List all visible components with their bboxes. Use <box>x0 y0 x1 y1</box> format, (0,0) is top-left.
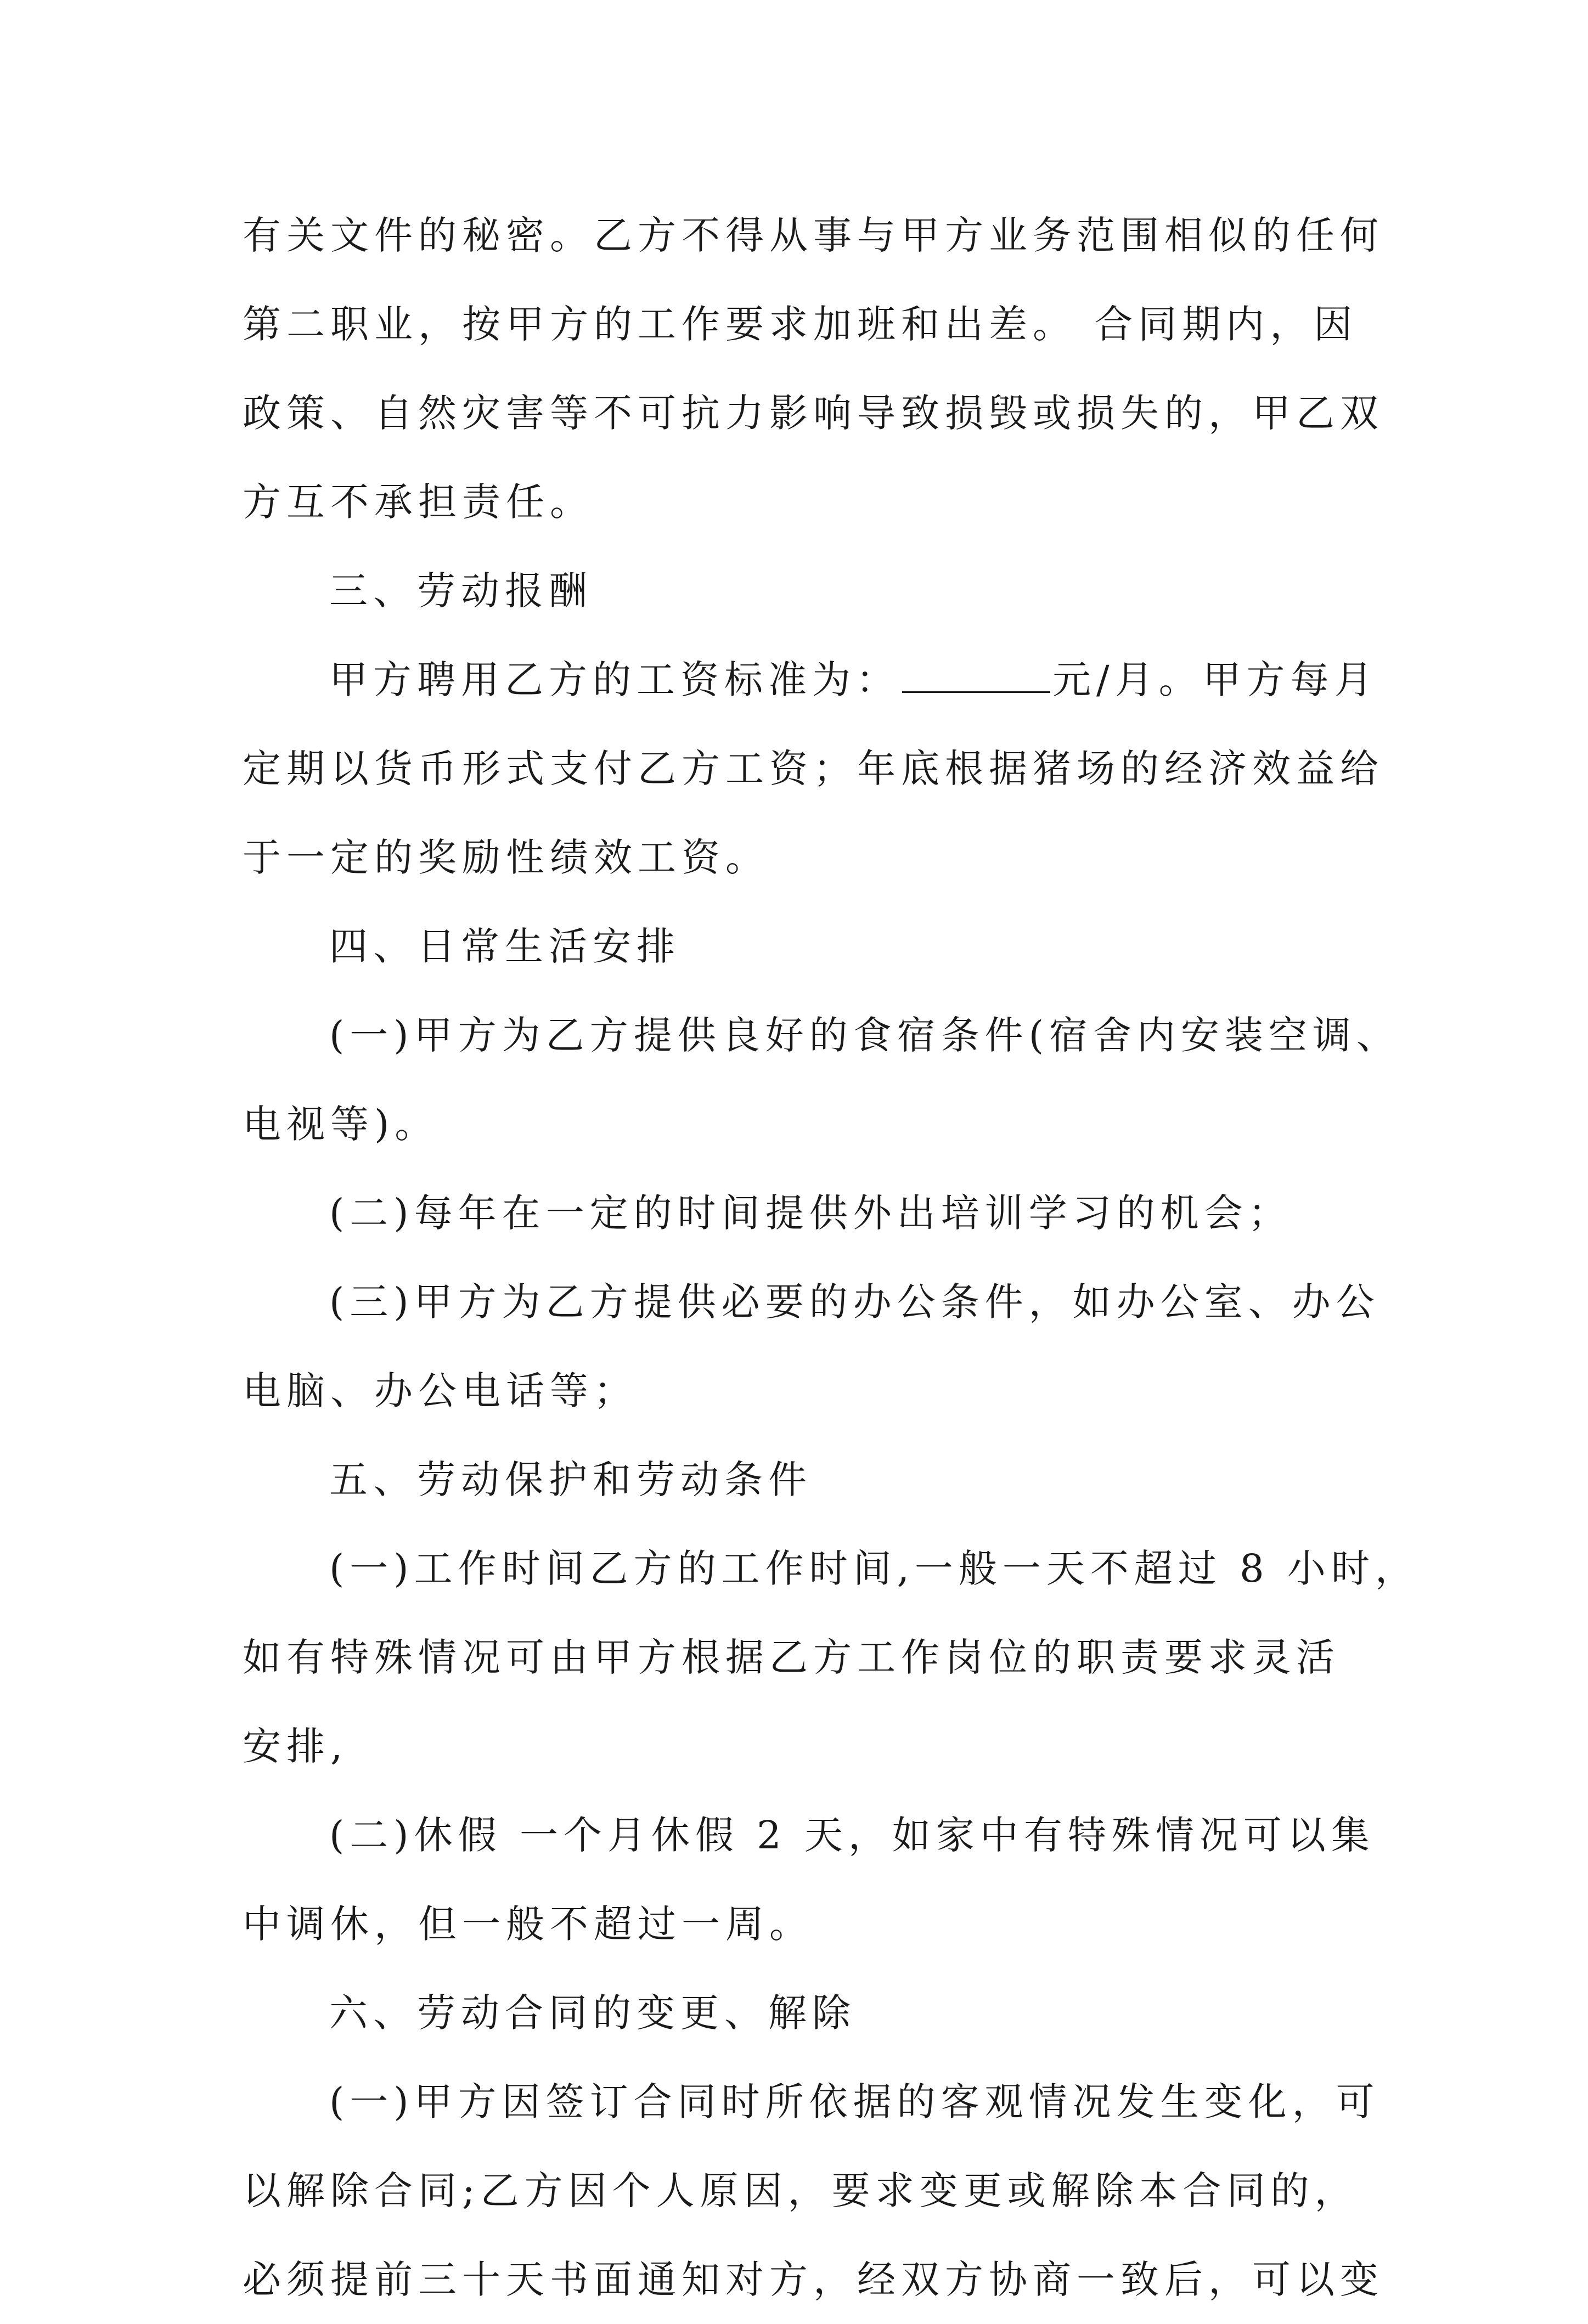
salary-text-after: 元/月。甲方每月 <box>1052 657 1378 702</box>
text-line: (二)每年在一定的时间提供外出培训学习的机会； <box>329 1191 1292 1236</box>
text-line: 中调休，但一般不超过一周。 <box>243 1902 813 1947</box>
salary-line <box>243 635 1378 724</box>
text-line: (二)休假 一个月休假 2 天，如家中有特殊情况可以集 <box>329 1813 1375 1858</box>
text-line: 于一定的奖励性绩效工资。 <box>243 835 769 880</box>
text-line: 必须提前三十天书面通知对方，经双方协商一致后，可以变 <box>243 2257 1384 2302</box>
text-line: (一)工作时间乙方的工作时间,一般一天不超过 8 小时， <box>329 1546 1419 1591</box>
section-heading-contract-change: 六、劳动合同的变更、解除 <box>329 1990 856 2035</box>
text-line: 如有特殊情况可由甲方根据乙方工作岗位的职责要求灵活 <box>243 1635 1340 1680</box>
text-line: 第二职业，按甲方的工作要求加班和出差。 合同期内，因 <box>243 302 1358 347</box>
text-line: 安排, <box>243 1724 348 1769</box>
text-line: 电视等)。 <box>243 1102 439 1147</box>
salary-text-before: 甲方聘用乙方的工资标准为： <box>329 657 900 702</box>
text-line: (一)甲方为乙方提供良好的食宿条件(宿舍内安装空调、 <box>329 1013 1400 1058</box>
section-heading-labor-pay: 三、劳动报酬 <box>329 568 593 613</box>
section-heading-labor-protection: 五、劳动保护和劳动条件 <box>329 1457 812 1502</box>
salary-blank-field <box>902 658 1050 693</box>
text-line: 方互不承担责任。 <box>243 480 594 524</box>
document-body <box>243 191 1419 2324</box>
text-line: 以解除合同;乙方因个人原因，要求变更或解除本合同的， <box>243 2168 1359 2213</box>
text-line: (一)甲方因签订合同时所依据的客观情况发生变化，可 <box>329 2079 1380 2124</box>
section-heading-daily-life: 四、日常生活安排 <box>329 924 680 969</box>
text-line: 有关文件的秘密。乙方不得从事与甲方业务范围相似的任何 <box>243 213 1384 258</box>
text-line: (三)甲方为乙方提供必要的办公条件，如办公室、办公 <box>329 1279 1380 1324</box>
text-line: 定期以货币形式支付乙方工资；年底根据猪场的经济效益给 <box>243 746 1384 791</box>
text-line: 政策、自然灾害等不可抗力影响导致损毁或损失的，甲乙双 <box>243 391 1384 436</box>
text-line: 电脑、办公电话等； <box>243 1368 638 1413</box>
